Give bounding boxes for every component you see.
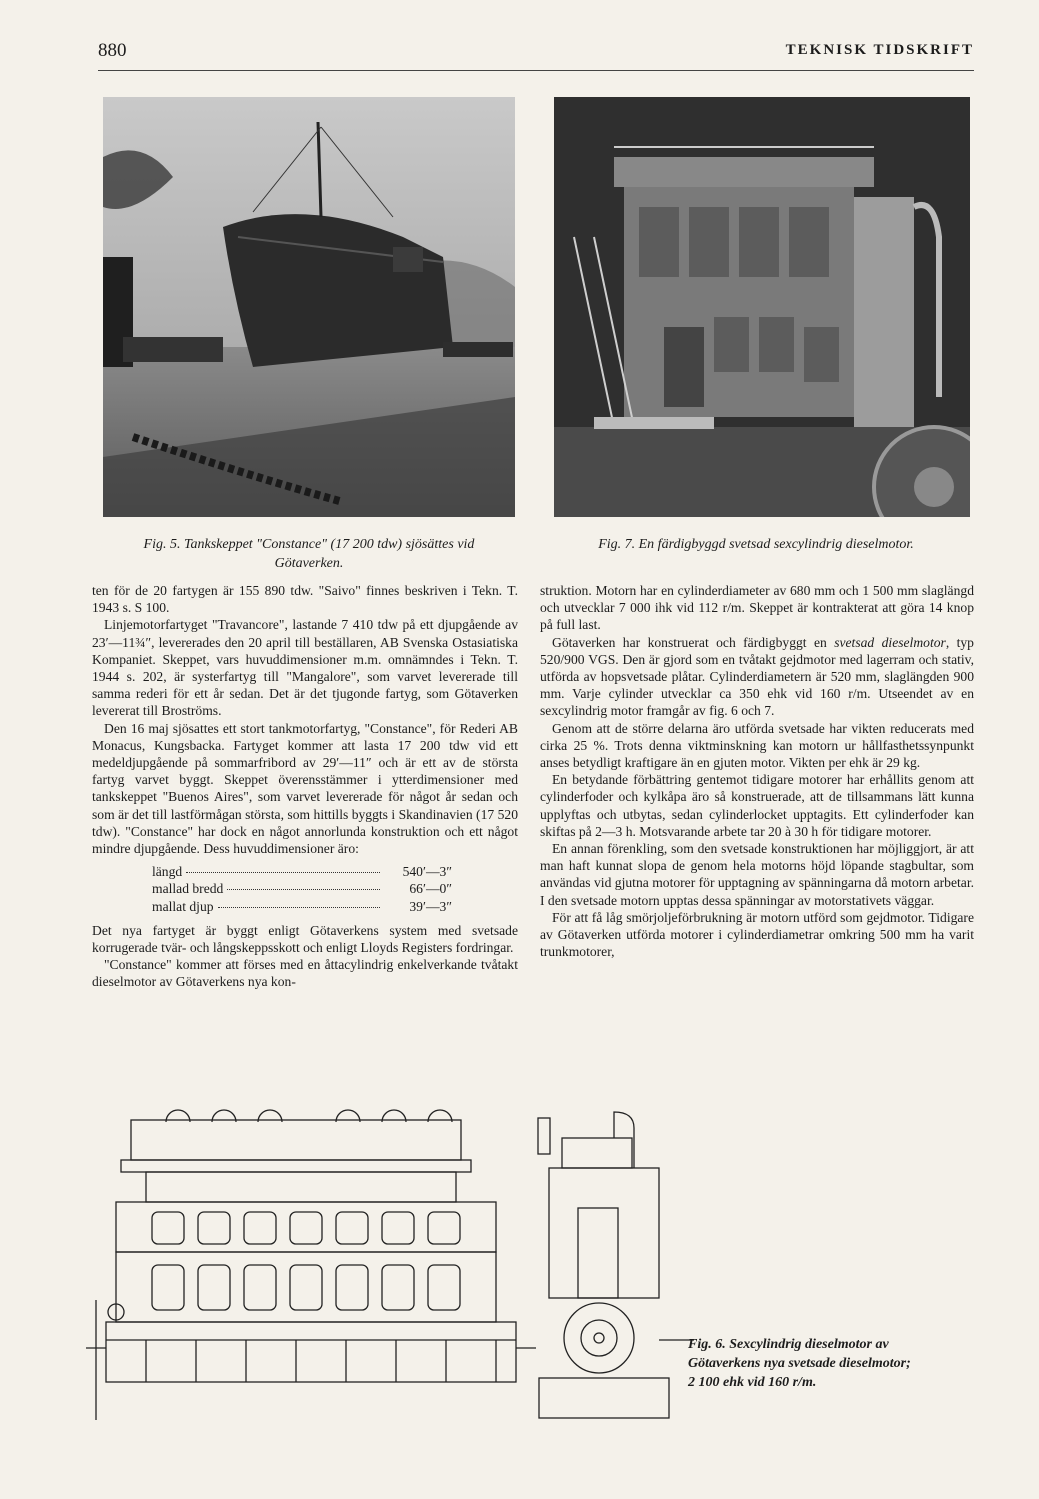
left-paragraph-3: Den 16 maj sjösattes ett stort tankmotorfartyg, "Constance", för Rederi AB Monacus, Kungsbacka. Fartyget kommer att lasta 17 200 tdw vid ett medeldjupgående på sommarfribord av 29′—11″ och är ett av de största fartyg varvet byggt. Skeppet överensstämmer i ytterdimensioner med tankskeppet "Buenos Aires", som varvet levererade för något år sedan och som är det till lastförmågan största, som hittills byggts i Skandinavien (17 520 tdw). "Constance" har dock en något annorlunda konstruktion och ett något mindre djupgående. Dess huvuddimensioner äro: — [92, 720, 518, 857]
engine-end-elevation-drawing — [534, 1108, 694, 1430]
right-paragraph-5: En annan förenkling, som den svetsade konstruktionen har möjliggjort, är att man haft kunnat slopa de genom hela motorns höjd löpande stagbultar, som användas vid gjutna motorer för upptagning av spänningarna då motorn arbetar. I den svetsade motorn upptas dessa spänningar av motorstativets väggar. — [540, 841, 974, 908]
dimension-value: 540′—3″ — [402, 864, 452, 880]
figure-6-caption — [688, 1335, 978, 1392]
page-header — [98, 40, 974, 71]
figure-6-caption-line2: Götaverkens nya svetsade dieselmotor; — [688, 1356, 911, 1371]
dimension-label: mallad bredd — [152, 881, 224, 897]
right-paragraph-4: En betydande förbättring gentemot tidigare motorer har erhållits genom att cylinderfoder och kylkåpa äro så konstruerade, att de tillsammans lätt kunna upplyftas och utbytas, sedan cylinderlocket upptagits. Ett cylinderfoder kan skiftas på 2—3 h. Motsvarande arbete tar 20 à 30 h för tidigare motorer. — [540, 772, 974, 839]
dotted-leader — [218, 907, 380, 908]
dotted-leader — [186, 872, 380, 873]
right-paragraph-3: Genom att de större delarna äro utförda svetsade har vikten reducerats med cirka 25 %. Trots denna viktminskning kan motorn ur hållfasthetssynpunkt anses betydligt kraftigare än en gjuten motor. Vikten per ehk är 29 kg. — [540, 720, 974, 771]
dimensions-list — [152, 863, 452, 915]
figure-5-caption — [103, 535, 515, 573]
dimension-label: längd — [152, 864, 183, 880]
right-paragraph-2-end: , typ 520/900 VGS. Den är gjord som en tvåtakt gejdmotor med lagerram och stativ, utförda av hopsvetsade plåtar. Cylinderdiametern är 520 mm, slaglängden 900 mm. Varje cylinder utvecklar ca 350 ehk vid 160 r/m. Utseendet av en sexcylindrig motor framgår av fig. 6 och 7. — [540, 634, 974, 719]
dimension-value: 66′—0″ — [409, 881, 452, 897]
page-number: 880 — [98, 40, 127, 61]
figure-7-caption: Fig. 7. En färdigbyggd svetsad sexcylindrig dieselmotor. — [598, 537, 914, 552]
right-paragraph-6: För att få låg smörjoljeförbrukning är motorn utförd som gejdmotor. Tidigare av Götaverken utförda motorer i cylinderdiametrar omkring 500 mm ha varit trunkmotorer, — [540, 909, 974, 960]
dimension-value: 39′—3″ — [409, 898, 452, 914]
ship-launch-photo — [103, 97, 515, 517]
right-paragraph-2 — [540, 634, 974, 720]
dotted-leader — [227, 889, 380, 890]
left-paragraph-4: Det nya fartyget är byggt enligt Götaverkens system med svetsade korrugerade tvär- och långskeppsskott och enligt Lloyds Registers fordringar. — [92, 922, 518, 956]
left-paragraph-2: Linjemotorfartyget "Travancore", lastande 7 410 tdw på ett djupgående av 23′—11¾″, levererades den 20 april till beställaren, AB Svenska Ostasiatiska Kompaniet. Skeppet, vars huvuddimensioner m.m. omnämndes i Tekn. T. 1944 s. 202, är systerfartyg till "Mangalore", som varvet levererade till samma rederi för ett år sedan. Det är det tjugonde fartyg, som Götaverken levererat till Broströms. — [92, 617, 518, 719]
left-paragraph-5: "Constance" kommer att förses med en åttacylindrig enkelverkande tvåtakt dieselmotor av Götaverkens nya kon- — [92, 957, 518, 990]
dimension-row — [152, 880, 452, 897]
dimension-row — [152, 863, 452, 880]
right-paragraph-2-emphasis: svetsad dieselmotor — [834, 634, 946, 650]
left-column — [92, 582, 518, 991]
dimension-row — [152, 898, 452, 915]
right-column — [540, 582, 974, 960]
right-paragraph-1: struktion. Motorn har en cylinderdiameter av 680 mm och 1 500 mm slaglängd och utvecklar 7 000 ihk vid 112 r/m. Skeppet är kontrakterat att göra 14 knop på full last. — [540, 583, 974, 633]
journal-title: TEKNISK TIDSKRIFT — [785, 42, 974, 58]
engine-side-elevation-drawing — [86, 1100, 536, 1430]
diesel-engine-photo — [554, 97, 970, 517]
right-paragraph-2-start: Götaverken har konstruerat och färdigbyggt en — [552, 634, 835, 650]
figure-6-caption-line3: 2 100 ehk vid 160 r/m. — [688, 1375, 817, 1390]
left-paragraph-1: ten för de 20 fartygen är 155 890 tdw. "Saivo" finnes beskriven i Tekn. T. 1943 s. S 100. — [92, 583, 518, 616]
figure-5-caption-line2: Götaverken. — [274, 556, 344, 571]
figure-5-caption-line1: Fig. 5. Tankskeppet "Constance" (17 200 tdw) sjösättes vid — [143, 537, 475, 552]
figure-6-caption-line1: Fig. 6. Sexcylindrig dieselmotor av — [688, 1337, 889, 1352]
dimension-label: mallat djup — [152, 898, 214, 914]
